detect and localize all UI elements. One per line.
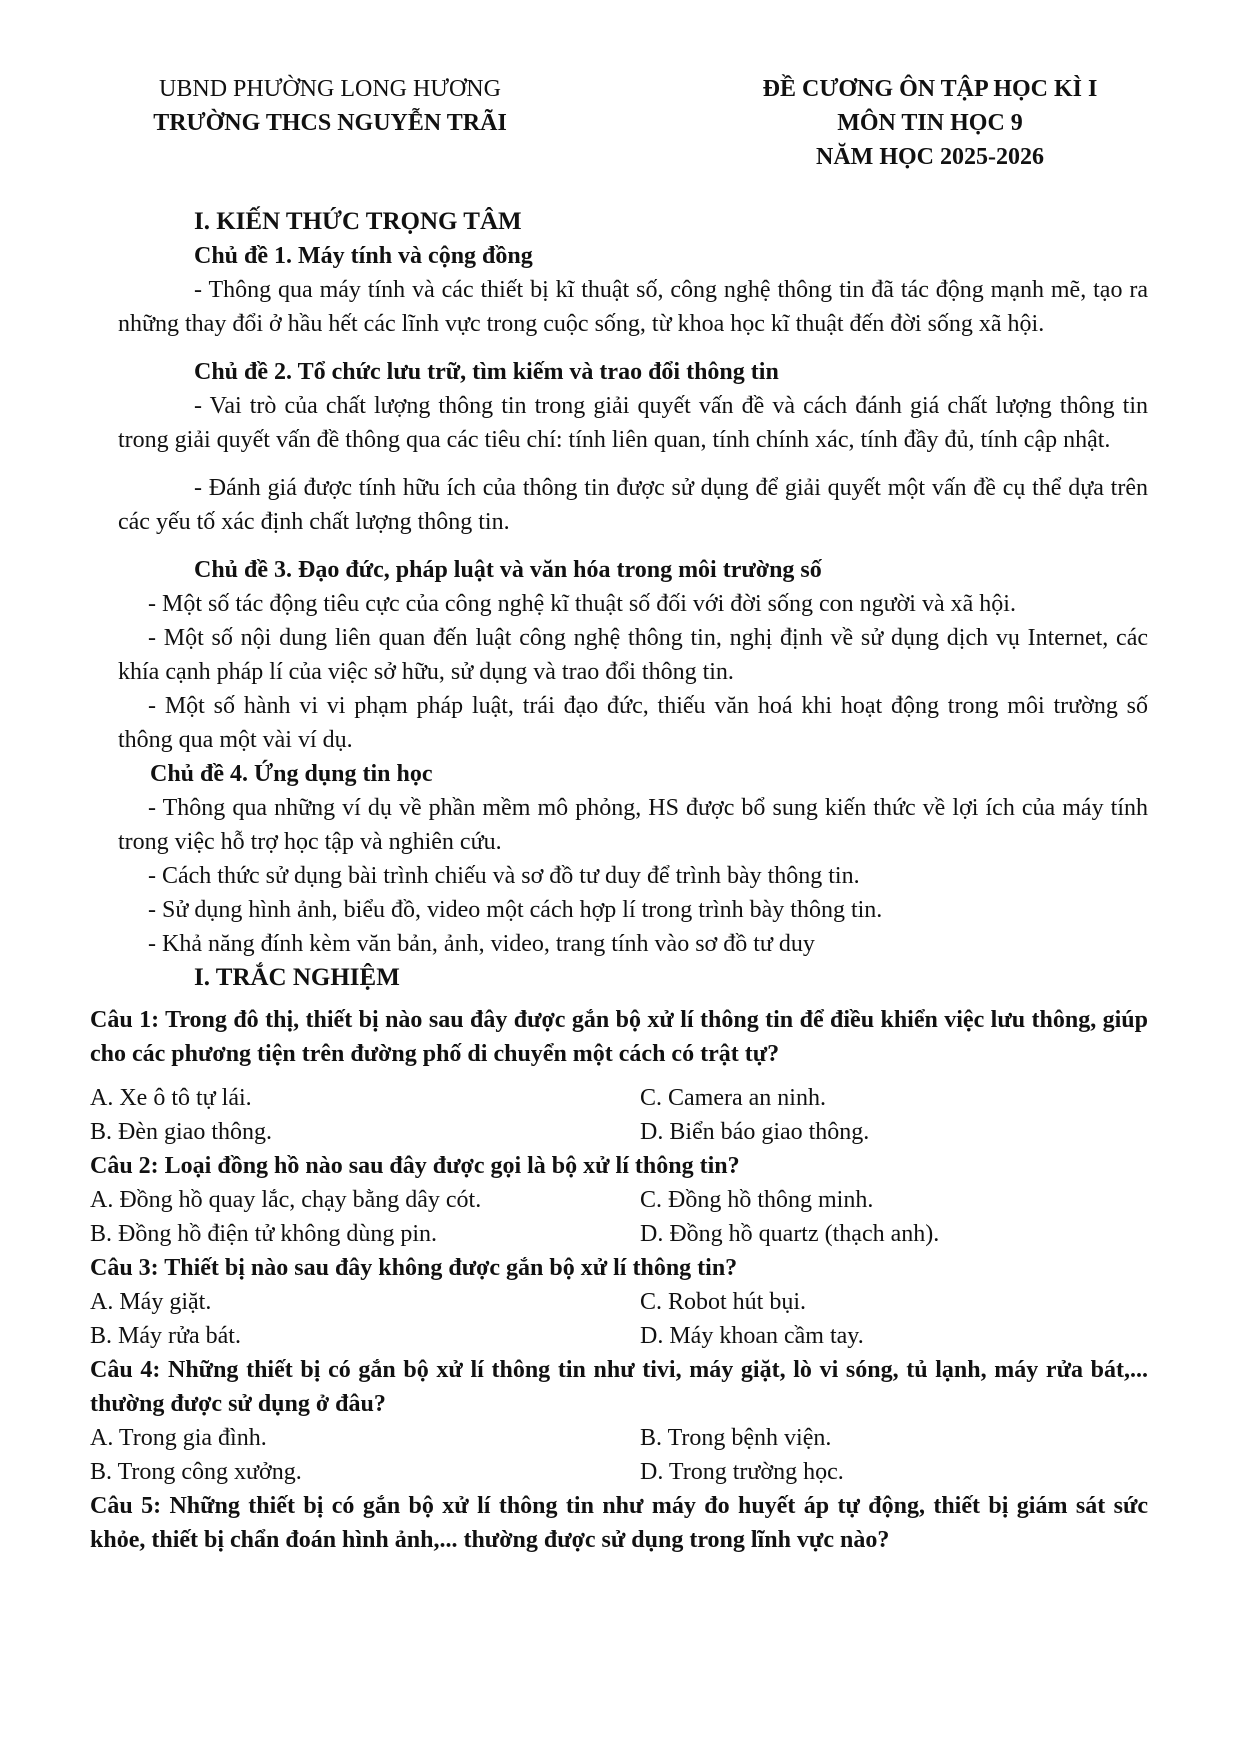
header-left bbox=[100, 72, 560, 140]
question-4-options bbox=[90, 1421, 1148, 1489]
topic-1-paragraph: - Thông qua máy tính và các thiết bị kĩ thuật số, công nghệ thông tin đã tác động mạnh mẽ, tạo ra những thay đổi ở hầu hết các lĩnh vực trong cuộc sống, từ khoa học kĩ thuật đến đời sống xã hội. bbox=[118, 277, 1148, 337]
document-body bbox=[90, 205, 1148, 1557]
option-b: B. Máy rửa bát. bbox=[90, 1323, 241, 1349]
topic-2-paragraph-1: - Vai trò của chất lượng thông tin trong giải quyết vấn đề và cách đánh giá chất lượng thông tin trong giải quyết vấn đề thông qua các tiêu chí: tính liên quan, tính chính xác, tính đầy đủ, tính cập nhật. bbox=[118, 393, 1148, 453]
option-d: D. Đồng hồ quartz (thạch anh). bbox=[640, 1221, 940, 1247]
section-title-knowledge: I. KIẾN THỨC TRỌNG TÂM bbox=[194, 208, 522, 235]
topic-4-paragraph-2: - Cách thức sử dụng bài trình chiếu và sơ đồ tư duy để trình bày thông tin. bbox=[148, 863, 860, 889]
topic-4-paragraph-4: - Khả năng đính kèm văn bản, ảnh, video, trang tính vào sơ đồ tư duy bbox=[148, 931, 815, 957]
school-name: TRƯỜNG THCS NGUYỄN TRÃI bbox=[153, 110, 507, 136]
option-d: D. Máy khoan cầm tay. bbox=[640, 1323, 864, 1349]
option-a: A. Trong gia đình. bbox=[90, 1425, 267, 1451]
question-2: Câu 2: Loại đồng hồ nào sau đây được gọi là bộ xử lí thông tin? bbox=[90, 1153, 740, 1179]
topic-1-title: Chủ đề 1. Máy tính và cộng đồng bbox=[194, 243, 533, 269]
option-c: B. Trong bệnh viện. bbox=[640, 1425, 832, 1451]
topic-3-paragraph-1: - Một số tác động tiêu cực của công nghệ kĩ thuật số đối với đời sống con người và xã hội. bbox=[148, 591, 1016, 617]
option-d: D. Trong trường học. bbox=[640, 1459, 844, 1485]
section-title-quiz: I. TRẮC NGHIỆM bbox=[194, 964, 400, 991]
question-4: Câu 4: Những thiết bị có gắn bộ xử lí thông tin như tivi, máy giặt, lò vi sóng, tủ lạnh, máy rửa bát,... thường được sử dụng ở đâu? bbox=[90, 1357, 1148, 1417]
topic-4-title: Chủ đề 4. Ứng dụng tin học bbox=[150, 761, 433, 787]
topic-4-paragraph-1: - Thông qua những ví dụ về phần mềm mô phỏng, HS được bổ sung kiến thức về lợi ích của máy tính trong việc hỗ trợ học tập và nghiên cứu. bbox=[118, 795, 1148, 855]
question-5: Câu 5: Những thiết bị có gắn bộ xử lí thông tin như máy đo huyết áp tự động, thiết bị giám sát sức khỏe, thiết bị chẩn đoán hình ảnh,... thường được sử dụng trong lĩnh vực nào? bbox=[90, 1493, 1148, 1553]
subject-name: MÔN TIN HỌC 9 bbox=[837, 110, 1023, 136]
header-right bbox=[700, 72, 1160, 174]
topic-2-title: Chủ đề 2. Tổ chức lưu trữ, tìm kiếm và trao đổi thông tin bbox=[194, 359, 779, 385]
option-c: C. Camera an ninh. bbox=[640, 1085, 826, 1111]
topic-4-paragraph-3: - Sử dụng hình ảnh, biểu đồ, video một cách hợp lí trong trình bày thông tin. bbox=[148, 897, 883, 923]
option-c: C. Robot hút bụi. bbox=[640, 1289, 807, 1315]
topic-3-paragraph-3: - Một số hành vi vi phạm pháp luật, trái đạo đức, thiếu văn hoá khi hoạt động trong môi trường số thông qua một vài ví dụ. bbox=[118, 693, 1148, 753]
topic-3-title: Chủ đề 3. Đạo đức, pháp luật và văn hóa trong môi trường số bbox=[194, 557, 822, 583]
question-1: Câu 1: Trong đô thị, thiết bị nào sau đây được gắn bộ xử lí thông tin để điều khiển việc lưu thông, giúp cho các phương tiện trên đường phố di chuyển một cách có trật tự? bbox=[90, 1007, 1148, 1067]
option-b: B. Trong công xưởng. bbox=[90, 1459, 302, 1485]
option-c: C. Đồng hồ thông minh. bbox=[640, 1187, 874, 1213]
option-a: A. Máy giặt. bbox=[90, 1289, 212, 1315]
option-a: A. Xe ô tô tự lái. bbox=[90, 1085, 252, 1111]
doc-title: ĐỀ CƯƠNG ÔN TẬP HỌC KÌ I bbox=[762, 76, 1098, 102]
option-b: B. Đồng hồ điện tử không dùng pin. bbox=[90, 1221, 438, 1247]
topic-3-paragraph-2: - Một số nội dung liên quan đến luật công nghệ thông tin, nghị định về sử dụng dịch vụ Internet, các khía cạnh pháp lí của việc sở hữu, sử dụng và trao đổi thông tin. bbox=[118, 625, 1148, 685]
option-a: A. Đồng hồ quay lắc, chạy bằng dây cót. bbox=[90, 1187, 482, 1213]
question-3-options bbox=[90, 1285, 1148, 1353]
option-d: D. Biển báo giao thông. bbox=[640, 1119, 870, 1145]
option-b: B. Đèn giao thông. bbox=[90, 1119, 272, 1145]
topic-2-paragraph-2: - Đánh giá được tính hữu ích của thông tin được sử dụng để giải quyết một vấn đề cụ thể dựa trên các yếu tố xác định chất lượng thông tin. bbox=[118, 475, 1148, 535]
question-1-options bbox=[90, 1081, 1148, 1149]
question-2-options bbox=[90, 1183, 1148, 1251]
ward-name: UBND PHƯỜNG LONG HƯƠNG bbox=[159, 76, 501, 102]
school-year: NĂM HỌC 2025-2026 bbox=[816, 144, 1044, 170]
question-3: Câu 3: Thiết bị nào sau đây không được gắn bộ xử lí thông tin? bbox=[90, 1255, 738, 1281]
